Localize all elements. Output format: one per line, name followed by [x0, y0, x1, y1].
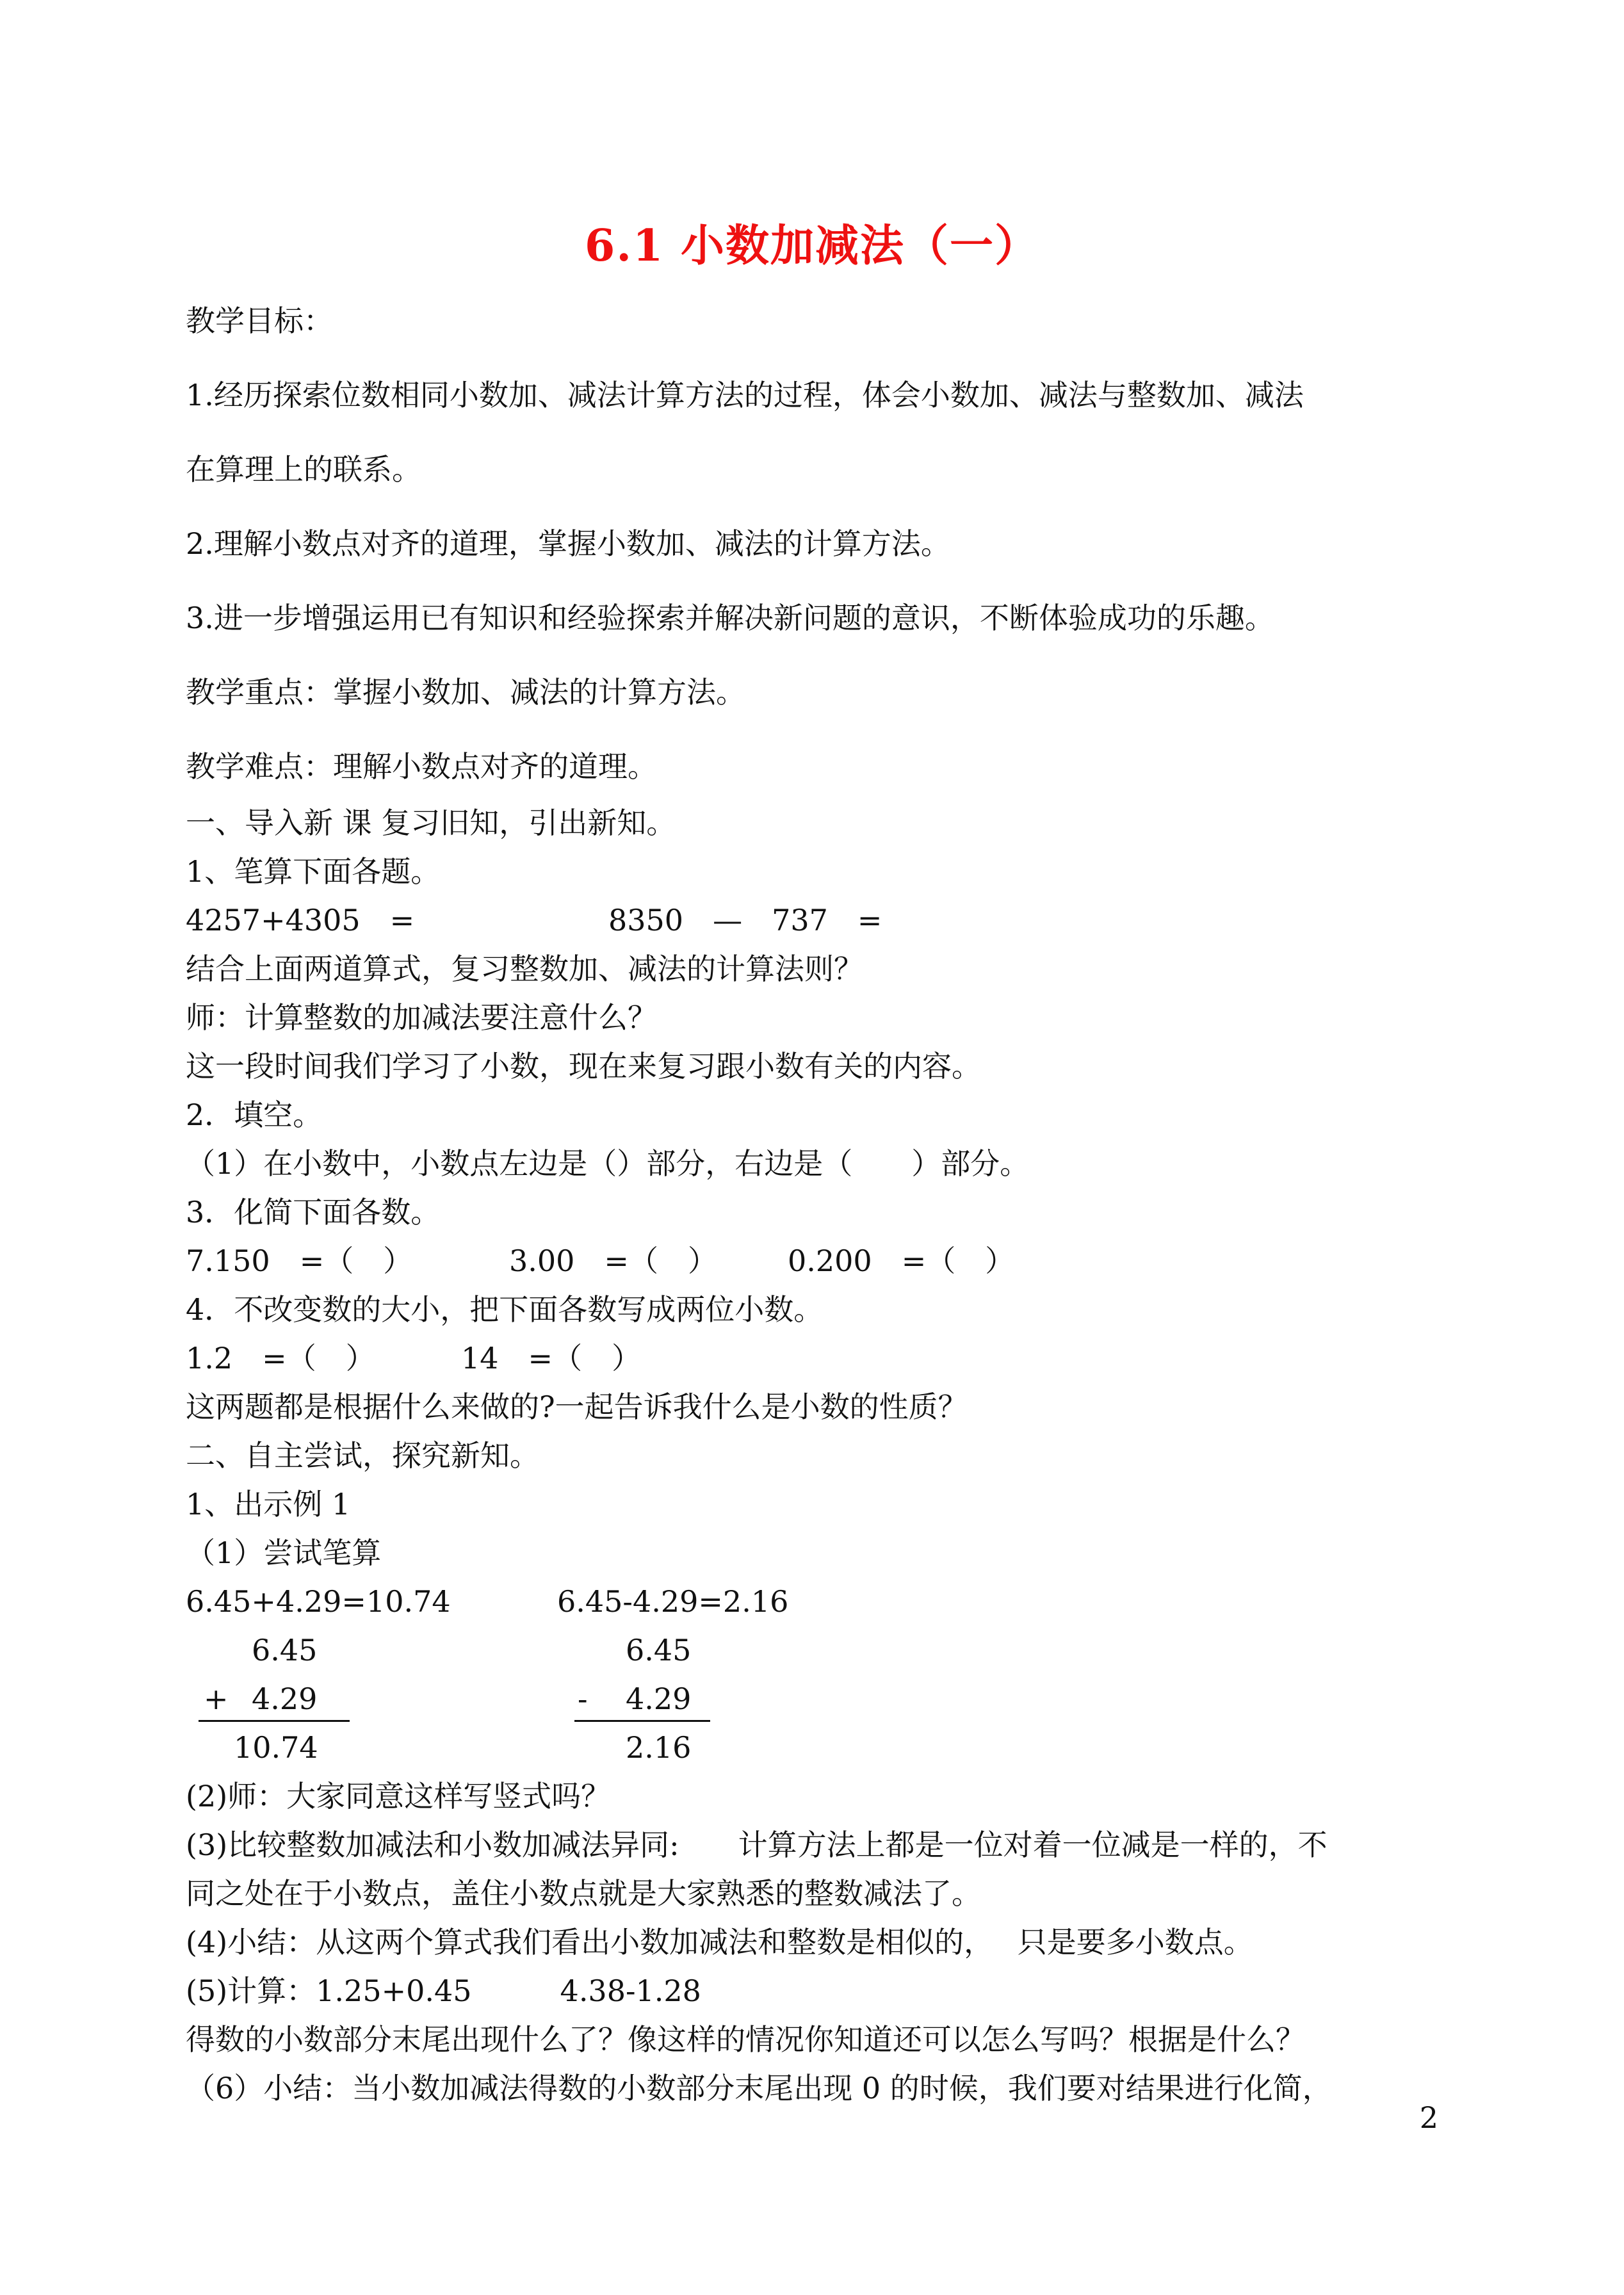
- try-written-calc: （1）尝试笔算: [186, 1536, 382, 1570]
- summary-2: （6）小结：当小数加减法得数的小数部分末尾出现 0 的时候，我们要对结果进行化简，: [186, 2071, 1332, 2105]
- part-one-heading: 一、导入新 课 复习旧知，引出新知。: [186, 806, 676, 840]
- vertical-add-rule: [199, 1720, 350, 1722]
- calc-practice: (5)计算：1.25+0.45 4.38-1.28: [186, 1974, 701, 2008]
- vertical-add-result: 10.74: [234, 1730, 318, 1765]
- simplify-b: 3.00 =（ ）: [509, 1244, 717, 1278]
- compare-line-1: (3)比较整数加减法和小数加减法异同: 计算方法上都是一位对着一位减是一样的，不: [186, 1828, 1328, 1862]
- document-title: 6.1 小数加减法（一）: [585, 220, 1039, 272]
- vertical-sub-operator: -: [578, 1682, 588, 1716]
- simplify-a: 7.150 =（ ）: [186, 1244, 413, 1278]
- task-3-heading: 3．化简下面各数。: [186, 1195, 441, 1229]
- summary-1: (4)小结：从这两个算式我们看出小数加减法和整数是相似的， 只是要多小数点。: [186, 1925, 1253, 1959]
- page-number: 2: [1419, 2100, 1438, 2135]
- vertical-sub-result: 2.16: [626, 1730, 692, 1765]
- review-intro: 这一段时间我们学习了小数，现在来复习跟小数有关的内容。: [186, 1049, 981, 1083]
- task-4-heading: 4．不改变数的大小，把下面各数写成两位小数。: [186, 1292, 824, 1327]
- vertical-add-bottom: 4.29: [252, 1682, 318, 1716]
- objective-1-line-1: 1.经历探索位数相同小数加、减法计算方法的过程，体会小数加、减法与整数加、减法: [186, 378, 1304, 412]
- teacher-agree-question: (2)师：大家同意这样写竖式吗？: [186, 1779, 611, 1813]
- teaching-difficulty: 教学难点：理解小数点对齐的道理。: [186, 749, 657, 784]
- teaching-focus: 教学重点：掌握小数加、减法的计算方法。: [186, 675, 745, 710]
- vertical-sub-rule: [574, 1720, 710, 1722]
- calc-exercise-a: 4257+4305 =: [186, 903, 415, 937]
- part-two-heading: 二、自主尝试，探究新知。: [186, 1438, 539, 1473]
- vertical-sub-bottom: 4.29: [626, 1682, 692, 1716]
- teacher-question: 师：计算整数的加减法要注意什么？: [186, 1000, 657, 1035]
- vertical-add-top: 6.45: [252, 1633, 318, 1667]
- task-1-heading: 1、笔算下面各题。: [186, 854, 441, 889]
- objective-1-line-2: 在算理上的联系。: [186, 452, 421, 487]
- simplify-c: 0.200 =（ ）: [788, 1244, 1015, 1278]
- fill-blank-question: （1）在小数中，小数点左边是（）部分，右边是（ ）部分。: [186, 1146, 1030, 1181]
- two-decimal-b: 14 =（ ）: [461, 1341, 642, 1375]
- task-2-heading: 2．填空。: [186, 1098, 323, 1132]
- decimal-property-question: 这两题都是根据什么来做的?一起告诉我什么是小数的性质？: [186, 1390, 968, 1424]
- two-decimal-a: 1.2 =（ ）: [186, 1341, 375, 1375]
- trailing-zero-question: 得数的小数部分末尾出现什么了？像这样的情况你知道还可以怎么写吗？根据是什么？: [186, 2022, 1305, 2057]
- review-question: 结合上面两道算式，复习整数加、减法的计算法则？: [186, 952, 863, 986]
- section-objectives-heading: 教学目标：: [186, 304, 333, 338]
- calc-exercise-b: 8350 — 737 =: [608, 903, 882, 937]
- addition-equation: 6.45+4.29=10.74: [186, 1584, 451, 1619]
- vertical-sub-top: 6.45: [626, 1633, 692, 1667]
- vertical-add-operator: +: [204, 1682, 229, 1716]
- subtraction-equation: 6.45-4.29=2.16: [557, 1584, 789, 1619]
- objective-3: 3.进一步增强运用已有知识和经验探索并解决新问题的意识，不断体验成功的乐趣。: [186, 601, 1274, 635]
- example-1-heading: 1、出示例 1: [186, 1487, 351, 1521]
- compare-line-2: 同之处在于小数点，盖住小数点就是大家熟悉的整数减法了。: [186, 1876, 981, 1911]
- objective-2: 2.理解小数点对齐的道理，掌握小数加、减法的计算方法。: [186, 526, 950, 561]
